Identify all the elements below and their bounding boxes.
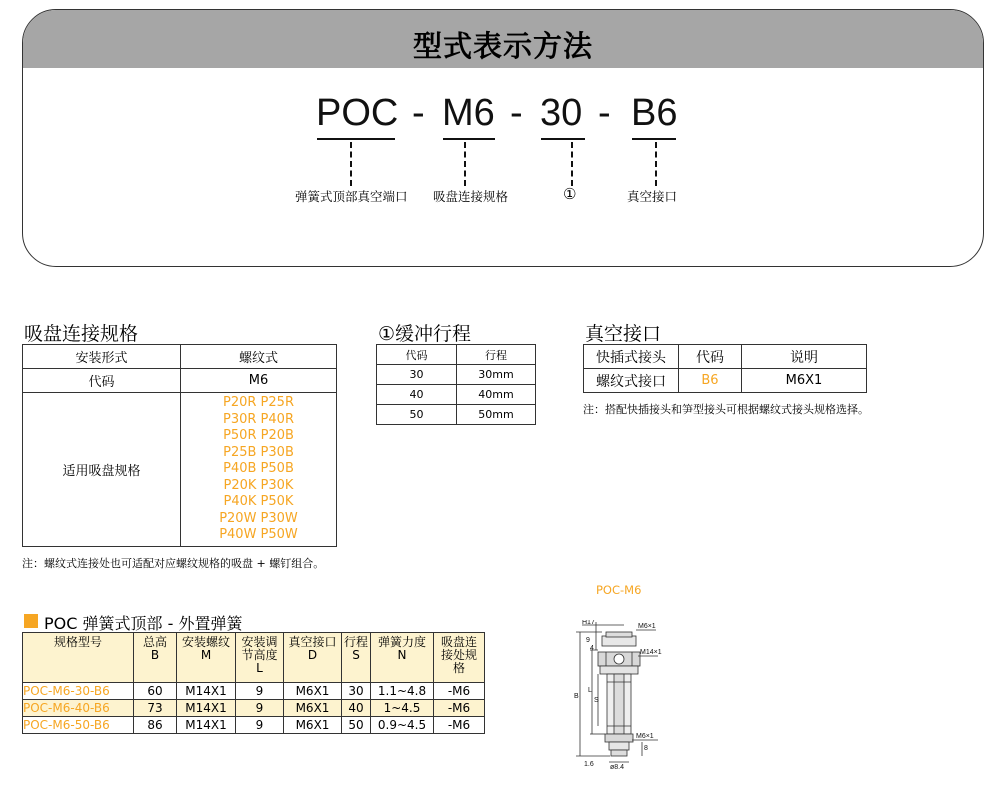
leader-poc	[350, 142, 352, 186]
dim-l: L	[588, 687, 592, 694]
pad-pair: P40W P50W	[219, 527, 298, 543]
product-cell: -M6	[434, 700, 485, 717]
vacuum-port-table	[583, 344, 867, 393]
stroke-cell: 50	[377, 405, 457, 425]
applicable-pads-label: 适用吸盘规格	[23, 393, 181, 547]
product-cell: 40	[342, 700, 371, 717]
vacuum-port-code: B6	[679, 369, 742, 393]
product-cell: -M6	[434, 717, 485, 734]
vacuum-port-header: 说明	[742, 345, 867, 369]
stroke-cell: 30mm	[457, 365, 536, 385]
product-header: 总高 B	[134, 633, 177, 683]
product-cell: M14X1	[177, 717, 236, 734]
dim-1-6: 1.6	[584, 761, 594, 768]
suction-spec-cell: 代码	[23, 369, 181, 393]
label-poc: 弹簧式顶部真空端口	[295, 189, 408, 204]
product-cell: 86	[134, 717, 177, 734]
product-cell: M14X1	[177, 683, 236, 700]
stroke-cell: 40mm	[457, 385, 536, 405]
stroke-header: 代码	[377, 345, 457, 365]
stroke-table	[376, 344, 536, 425]
code-part-stroke: 30	[540, 92, 583, 134]
pad-pair: P40K P50K	[223, 494, 294, 510]
dim-8: 8	[644, 745, 648, 752]
suction-spec-cell: 螺纹式	[181, 345, 337, 369]
stroke-cell: 30	[377, 365, 457, 385]
product-cell: 9	[236, 717, 284, 734]
stroke-title: ①缓冲行程	[378, 323, 472, 345]
vacuum-port-cell: M6X1	[742, 369, 867, 393]
pad-pair: P20K P30K	[223, 477, 294, 493]
dim-s: S	[594, 697, 599, 704]
dim-b: B	[574, 693, 579, 700]
product-cell: 1.1~4.8	[371, 683, 434, 700]
pad-pair: P20W P30W	[219, 510, 298, 526]
product-model: POC-M6-40-B6	[23, 700, 134, 717]
stroke-cell: 50mm	[457, 405, 536, 425]
dim-d8-4: ø8.4	[610, 764, 625, 770]
stroke-cell: 40	[377, 385, 457, 405]
vacuum-port-header: 快插式接头	[584, 345, 679, 369]
product-cell: M6X1	[284, 700, 342, 717]
product-title: POC 弹簧式顶部 - 外置弹簧	[44, 614, 243, 633]
code-separator-3: -	[598, 92, 611, 134]
product-header: 行程 S	[342, 633, 371, 683]
suction-spec-note: 注：螺纹式连接处也可适配对应螺纹规格的吸盘 + 螺钉组合。	[22, 557, 325, 570]
dim-m6-top: M6×1	[638, 623, 656, 630]
code-underline-poc	[317, 138, 395, 140]
dim-h17: H17	[582, 620, 595, 626]
vacuum-port-note: 注：搭配快插接头和笋型接头可根据螺纹式接头规格选择。	[583, 403, 869, 416]
leader-b6	[655, 142, 657, 186]
vacuum-port-cell: 螺纹式接口	[584, 369, 679, 393]
code-underline-stroke	[541, 138, 585, 140]
product-title-marker	[24, 614, 38, 628]
product-header: 规格型号	[23, 633, 134, 683]
format-title: 型式表示方法	[412, 29, 593, 63]
product-cell: 60	[134, 683, 177, 700]
product-cell: M14X1	[177, 700, 236, 717]
product-cell: 30	[342, 683, 371, 700]
pad-pair: P20R P25R	[223, 395, 294, 411]
code-separator-1: -	[412, 92, 425, 134]
product-model: POC-M6-30-B6	[23, 683, 134, 700]
product-model: POC-M6-50-B6	[23, 717, 134, 734]
product-cell: M6X1	[284, 683, 342, 700]
product-cell: 9	[236, 683, 284, 700]
code-underline-b6	[632, 138, 676, 140]
drawing-caption: POC-M6	[596, 583, 642, 597]
product-header: 弹簧力度 N	[371, 633, 434, 683]
pad-pair: P40B P50B	[223, 461, 294, 477]
code-part-m6: M6	[442, 92, 495, 134]
product-cell: 0.9~4.5	[371, 717, 434, 734]
product-cell: -M6	[434, 683, 485, 700]
pad-pair: P30R P40R	[223, 411, 294, 427]
poc-technical-drawing	[550, 620, 680, 770]
applicable-pads-list	[181, 393, 337, 547]
suction-spec-cell: M6	[181, 369, 337, 393]
table-row	[23, 683, 485, 700]
table-row	[23, 700, 485, 717]
dim-m14: M14×1	[640, 649, 662, 656]
label-b6: 真空接口	[627, 189, 678, 204]
stroke-header: 行程	[457, 345, 536, 365]
product-cell: M6X1	[284, 717, 342, 734]
dim-9: 9	[586, 637, 590, 644]
code-part-b6: B6	[631, 92, 678, 134]
suction-spec-cell: 安装形式	[23, 345, 181, 369]
product-cell: 9	[236, 700, 284, 717]
label-m6: 吸盘连接规格	[433, 189, 509, 204]
code-separator-2: -	[510, 92, 523, 134]
pad-pair: P25B P30B	[223, 444, 294, 460]
product-cell: 50	[342, 717, 371, 734]
code-part-poc: POC	[316, 92, 399, 134]
vacuum-port-title: 真空接口	[585, 323, 662, 345]
vacuum-port-header: 代码	[679, 345, 742, 369]
product-table	[22, 632, 485, 734]
pad-pair: P50R P20B	[223, 428, 294, 444]
table-row	[23, 717, 485, 734]
format-panel	[22, 9, 984, 267]
product-header: 安装调 节高度 L	[236, 633, 284, 683]
leader-stroke	[571, 142, 573, 186]
dim-m6-bottom: M6×1	[636, 733, 654, 740]
label-stroke: ①	[563, 185, 577, 203]
product-cell: 1~4.5	[371, 700, 434, 717]
suction-spec-title: 吸盘连接规格	[24, 323, 139, 345]
product-header: 真空接口 D	[284, 633, 342, 683]
product-cell: 73	[134, 700, 177, 717]
product-header: 安装螺纹 M	[177, 633, 236, 683]
product-header: 吸盘连 接处规 格	[434, 633, 485, 683]
suction-spec-table	[22, 344, 337, 547]
leader-m6	[464, 142, 466, 186]
dim-4: 4	[590, 645, 594, 652]
code-underline-m6	[443, 138, 495, 140]
